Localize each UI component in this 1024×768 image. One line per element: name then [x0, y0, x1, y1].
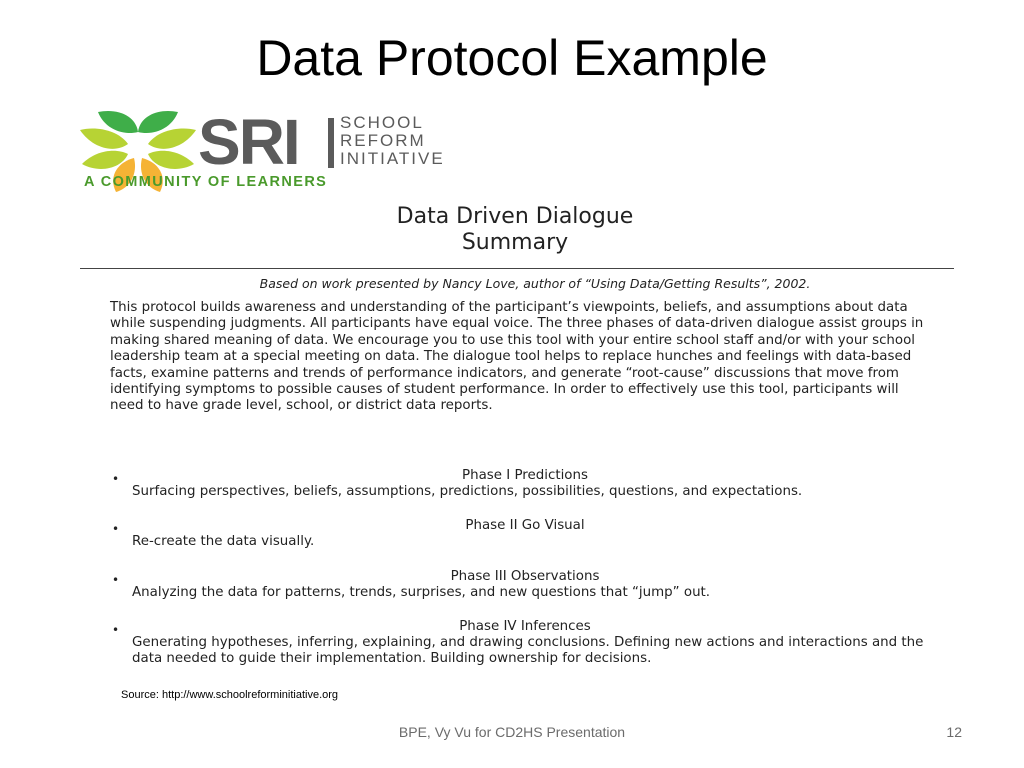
logo-word-reform: REFORM	[340, 131, 426, 150]
logo-word-school: SCHOOL	[340, 113, 424, 132]
intro-paragraph: This protocol builds awareness and understanding of the participant’s viewpoints, beliefs, and assumptions about data while suspending judgments. All participants have equal voice. The three phases of data-driven dialogue assist groups in making shared meaning of data. We encourage you to use this tool with your entire school staff and/or with your school leadership team at a special meeting on data. The dialogue tool helps to replace hunches and feelings with data-based facts, examine patterns and trends of performance indicators, and generate “root-cause” discussions that move from identifying symptoms to possible causes of student performance. In order to effectively use this tool, participants will need to have grade level, school, or district data reports.	[110, 300, 924, 414]
logo-word-initiative: INITIATIVE	[340, 149, 445, 168]
phase-item	[110, 468, 960, 500]
slide-footer: BPE, Vy Vu for CD2HS Presentation	[398, 724, 626, 740]
logo-tagline: A COMMUNITY OF LEARNERS	[84, 174, 328, 190]
document-subtitle: Summary	[461, 230, 569, 255]
sri-logo	[78, 108, 478, 194]
phase-item	[110, 619, 960, 668]
phase-description: Re-create the data visually.	[132, 534, 315, 549]
phase-description: Generating hypotheses, inferring, explaining, and drawing conclusions. Defining new actions and interactions and the data needed to guide their implementation. Building ownership for decisions.	[132, 635, 924, 667]
phase-item	[110, 518, 960, 550]
phase-description: Surfacing perspectives, beliefs, assumptions, predictions, possibilities, questions, and expectations.	[132, 484, 803, 499]
logo-wordmark	[340, 114, 445, 168]
phase-heading: Phase III Observations	[450, 569, 600, 584]
bullet-icon: •	[112, 472, 120, 486]
attribution-line: Based on work presented by Nancy Love, author of “Using Data/Getting Results”, 2002.	[259, 276, 811, 291]
logo-divider	[328, 118, 334, 168]
phase-heading: Phase I Predictions	[462, 468, 588, 483]
source-citation: Source: http://www.schoolreforminitiative.org	[121, 689, 339, 701]
title-divider	[80, 268, 954, 269]
bullet-icon: •	[112, 573, 120, 587]
bullet-icon: •	[112, 522, 120, 536]
document-title: Data Driven Dialogue	[396, 204, 634, 229]
slide-title: Data Protocol Example	[256, 30, 768, 86]
phase-description: Analyzing the data for patterns, trends, surprises, and new questions that “jump” out.	[132, 585, 711, 600]
logo-sri-letters: SRI	[198, 106, 299, 178]
phase-heading: Phase II Go Visual	[465, 518, 585, 533]
document-title-block	[250, 204, 780, 256]
page-number: 12	[946, 724, 962, 740]
bullet-icon: •	[112, 623, 120, 637]
phase-heading: Phase IV Inferences	[459, 619, 591, 634]
phase-item	[110, 569, 960, 601]
